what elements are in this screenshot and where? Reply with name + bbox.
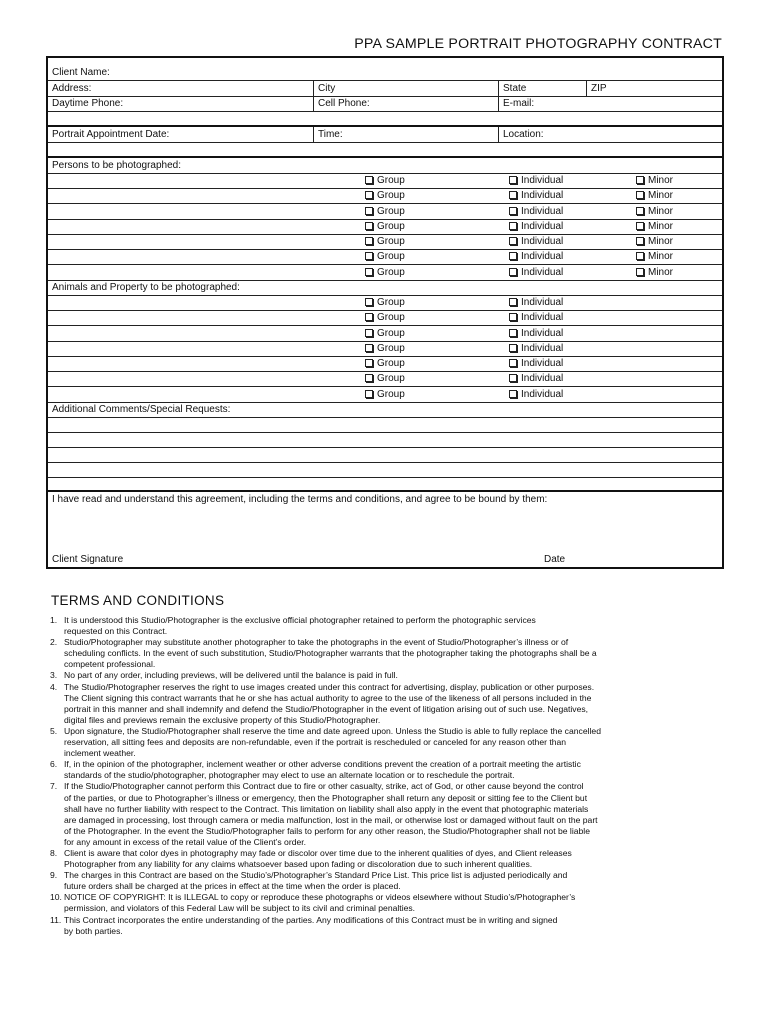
comments-heading-row (48, 402, 722, 418)
appointment-date-label[interactable]: Portrait Appointment Date: (52, 129, 170, 140)
persons-individual-checkbox[interactable] (509, 234, 563, 250)
checkbox-icon[interactable] (365, 207, 373, 215)
terms-item-number: 7. (50, 781, 58, 792)
terms-item-line: by both parties. (64, 925, 123, 936)
client-name-row[interactable] (48, 65, 722, 81)
appointment-time-label[interactable]: Time: (318, 129, 343, 140)
persons-option-row (48, 204, 722, 220)
animals-individual-checkbox[interactable] (509, 326, 563, 342)
animals-individual-checkbox-label: Individual (521, 342, 564, 354)
persons-minor-checkbox[interactable] (636, 234, 673, 250)
persons-group-checkbox-label: Group (377, 251, 405, 263)
persons-minor-checkbox-label: Minor (648, 251, 674, 263)
terms-item-line: If, in the opinion of the photographer, inclement weather or other adverse conditions prevent the creation of a portrait meeting the artistic (64, 759, 581, 770)
checkbox-icon[interactable] (365, 313, 373, 321)
persons-option-row (48, 265, 722, 281)
terms-heading: TERMS AND CONDITIONS (51, 593, 225, 608)
persons-option-row (48, 188, 722, 204)
animals-option-row (48, 371, 722, 387)
checkbox-icon[interactable] (365, 191, 373, 199)
state-label[interactable]: State (503, 83, 527, 94)
persons-minor-checkbox[interactable] (636, 265, 673, 281)
persons-minor-checkbox[interactable] (636, 204, 673, 220)
persons-group-checkbox[interactable] (365, 234, 405, 250)
checkbox-icon[interactable] (509, 191, 517, 199)
terms-item-line: Client is aware that color dyes in photography may fade or discolor over time due to the inherent qualities of dyes, and Client releases (64, 847, 572, 858)
checkbox-icon[interactable] (365, 176, 373, 184)
persons-heading: Persons to be photographed: (52, 160, 181, 171)
checkbox-icon[interactable] (636, 207, 644, 215)
terms-item-number: 6. (50, 759, 58, 770)
terms-item-line: If the Studio/Photographer cannot perform this Contract due to fire or other casualty, strike, act of God, or other cause beyond the control (64, 781, 584, 792)
appointment-row (48, 127, 722, 143)
persons-group-checkbox[interactable] (365, 204, 405, 220)
persons-group-checkbox-label: Group (377, 220, 405, 232)
animals-individual-checkbox[interactable] (509, 310, 563, 326)
animals-option-row (48, 326, 722, 342)
persons-group-checkbox-label: Group (377, 205, 405, 217)
animals-individual-checkbox[interactable] (509, 387, 563, 403)
terms-item (50, 637, 726, 670)
persons-individual-checkbox[interactable] (509, 219, 563, 235)
animals-group-checkbox[interactable] (365, 371, 405, 387)
persons-individual-checkbox-label: Individual (521, 205, 564, 217)
persons-minor-checkbox-label: Minor (648, 236, 674, 247)
animals-individual-checkbox[interactable] (509, 295, 563, 311)
terms-item-line: The Client signing this contract warrants that he or she has actual authority to agree to the use of the likeness of all persons included in the (64, 692, 592, 703)
terms-item-number: 9. (50, 870, 58, 881)
terms-item (50, 759, 726, 781)
terms-item-line: No part of any order, including previews, will be delivered until the balance is paid in full. (64, 670, 398, 681)
checkbox-icon[interactable] (636, 176, 644, 184)
terms-item-line: permission, and violators of this Federal Law will be subject to its civil and criminal penalties. (64, 903, 416, 914)
terms-item-number: 8. (50, 847, 58, 858)
persons-option-row (48, 219, 722, 235)
checkbox-icon[interactable] (636, 237, 644, 245)
terms-item-number: 1. (50, 615, 58, 625)
animals-group-checkbox-label: Group (377, 358, 405, 369)
comments-heading: Additional Comments/Special Requests: (52, 404, 231, 415)
persons-individual-checkbox-label: Individual (521, 251, 564, 263)
persons-group-checkbox-label: Group (377, 266, 405, 278)
terms-item-line: are damaged in processing, lost through camera or media malfunction, lost in the mail, or otherwise lost or damaged without fault on the part (64, 814, 598, 825)
email-label[interactable]: E-mail: (503, 98, 535, 109)
checkbox-icon[interactable] (509, 207, 517, 215)
persons-group-checkbox-label: Group (377, 175, 405, 186)
checkbox-icon[interactable] (509, 313, 517, 321)
terms-item-number: 5. (50, 725, 58, 736)
terms-item-line: The charges in this Contract are based on the Studio’s/Photographer’s Standard Price List. This price list is adjusted periodically and (64, 870, 568, 881)
checkbox-icon[interactable] (365, 329, 373, 337)
terms-list (50, 615, 726, 937)
terms-item (50, 682, 726, 726)
animals-group-checkbox[interactable] (365, 310, 405, 326)
terms-item-line: for any amount in excess of the retail value of the Client’s order. (64, 836, 307, 847)
checkbox-icon[interactable] (509, 268, 517, 276)
terms-item-line: inclement weather. (64, 748, 136, 759)
persons-individual-checkbox[interactable] (509, 188, 563, 204)
persons-minor-checkbox-label: Minor (648, 175, 674, 186)
checkbox-icon[interactable] (509, 222, 517, 230)
terms-item-number: 11. (50, 914, 62, 925)
terms-item-line: scheduling conflicts. In the event of such substitution, Studio/Photographer warrants that the photographer taking the photographs shall be a (64, 648, 597, 659)
persons-group-checkbox[interactable] (365, 249, 405, 265)
contract-form (46, 56, 724, 569)
terms-item-line: digital files and previews remain the exclusive property of this Studio/Photographer. (64, 714, 381, 725)
animals-option-row (48, 356, 722, 372)
comments-line[interactable] (48, 417, 722, 433)
terms-item-line: Photographer from any liability for any claims whatsoever based upon fading or discoloration due to such inherent qualities. (64, 859, 533, 870)
phone-row (48, 96, 722, 112)
checkbox-icon[interactable] (636, 191, 644, 199)
persons-individual-checkbox-label: Individual (521, 190, 564, 202)
animals-individual-checkbox-label: Individual (521, 358, 564, 369)
daytime-phone-label[interactable]: Daytime Phone: (52, 98, 124, 109)
terms-item-number: 4. (50, 681, 58, 692)
animals-individual-checkbox[interactable] (509, 341, 563, 357)
persons-individual-checkbox-label: Individual (521, 220, 564, 232)
animals-heading-row (48, 280, 722, 296)
checkbox-icon[interactable] (509, 176, 517, 184)
checkbox-icon[interactable] (509, 298, 517, 306)
checkbox-icon[interactable] (365, 344, 373, 352)
persons-minor-checkbox[interactable] (636, 173, 673, 189)
persons-group-checkbox[interactable] (365, 188, 405, 204)
terms-item-line: Upon signature, the Studio/Photographer shall reserve the time and date agreed upon. Unless the Studio is able to fully replace the cancelled (64, 725, 601, 736)
terms-item-line: NOTICE OF COPYRIGHT: It is ILLEGAL to copy or reproduce these photographs or videos elsewhere without Studio’s/Photographer’s (64, 892, 576, 903)
checkbox-icon[interactable] (365, 237, 373, 245)
persons-individual-checkbox-label: Individual (521, 266, 564, 278)
terms-item (50, 726, 726, 759)
client-signature-label[interactable]: Client Signature (52, 554, 124, 565)
persons-group-checkbox-label: Group (377, 236, 405, 247)
terms-item-line: of the Photographer. In the event the Studio/Photographer fails to perform for any other reason, the Studio/Photographer shall not be liable (64, 825, 590, 836)
checkbox-icon[interactable] (509, 329, 517, 337)
checkbox-icon[interactable] (365, 390, 373, 398)
persons-option-row (48, 173, 722, 189)
animals-individual-checkbox-label: Individual (521, 297, 564, 308)
terms-item-line: competent professional. (64, 659, 156, 670)
persons-minor-checkbox-label: Minor (648, 220, 674, 232)
animals-individual-checkbox-label: Individual (521, 388, 564, 400)
persons-group-checkbox[interactable] (365, 219, 405, 235)
animals-group-checkbox-label: Group (377, 327, 405, 339)
animals-group-checkbox[interactable] (365, 356, 405, 372)
animals-group-checkbox-label: Group (377, 373, 405, 385)
terms-item-line: reservation, all sitting fees and deposits are non-refundable, even if the portrait is rescheduled or canceled for any reason other than (64, 737, 567, 748)
terms-item-line: The Studio/Photographer reserves the right to use images created under this contract for advertising, display, publication or other purposes. (64, 681, 595, 692)
address-label[interactable]: Address: (52, 83, 92, 94)
checkbox-icon[interactable] (365, 252, 373, 260)
checkbox-icon[interactable] (509, 374, 517, 382)
signature-date-label[interactable]: Date (544, 554, 566, 565)
comments-line[interactable] (48, 432, 722, 448)
persons-minor-checkbox[interactable] (636, 249, 673, 265)
checkbox-icon[interactable] (365, 359, 373, 367)
persons-group-checkbox[interactable] (365, 173, 405, 189)
animals-group-checkbox-label: Group (377, 312, 405, 324)
address-row (48, 81, 722, 97)
checkbox-icon[interactable] (509, 237, 517, 245)
animals-group-checkbox[interactable] (365, 387, 405, 403)
terms-item-line: of the parties, or due to Photographer’s illness or emergency, then the Photographer shall return any deposit or sitting fee to the Client but (64, 792, 588, 803)
persons-minor-checkbox[interactable] (636, 188, 673, 204)
terms-item (50, 915, 726, 937)
animals-individual-checkbox-label: Individual (521, 373, 564, 385)
animals-option-row (48, 295, 722, 311)
terms-item-line: This Contract incorporates the entire understanding of the parties. Any modifications of this Contract must be in writing and signed (64, 914, 558, 925)
animals-option-row (48, 387, 722, 403)
cell-phone-label[interactable]: Cell Phone: (318, 98, 370, 109)
page-title: PPA SAMPLE PORTRAIT PHOTOGRAPHY CONTRACT (354, 36, 722, 52)
checkbox-icon[interactable] (636, 252, 644, 260)
comments-line[interactable] (48, 447, 722, 463)
animals-option-row (48, 341, 722, 357)
comments-line[interactable] (48, 462, 722, 478)
terms-item (50, 892, 726, 914)
terms-item (50, 848, 726, 870)
animals-individual-checkbox-label: Individual (521, 327, 564, 339)
checkbox-icon[interactable] (365, 374, 373, 382)
checkbox-icon[interactable] (509, 359, 517, 367)
persons-minor-checkbox-label: Minor (648, 205, 674, 217)
appointment-location-label[interactable]: Location: (503, 129, 544, 140)
persons-individual-checkbox-label: Individual (521, 175, 564, 186)
agreement-text: I have read and understand this agreement, including the terms and conditions, and agree to be bound by them: (52, 494, 548, 505)
persons-individual-checkbox[interactable] (509, 249, 563, 265)
city-label[interactable]: City (318, 83, 336, 94)
terms-item-line: shall have no further liability with respect to the Contract. This limitation on liability shall also apply in the event that photographic materials (64, 803, 589, 814)
terms-item (50, 670, 726, 681)
persons-heading-row (48, 158, 722, 174)
animals-group-checkbox[interactable] (365, 341, 405, 357)
animals-individual-checkbox[interactable] (509, 356, 563, 372)
animals-option-row (48, 310, 722, 326)
checkbox-icon[interactable] (636, 268, 644, 276)
terms-item-line: It is understood this Studio/Photographer is the exclusive official photographer retained to perform the photographic services (64, 615, 536, 625)
persons-minor-checkbox[interactable] (636, 219, 673, 235)
checkbox-icon[interactable] (509, 252, 517, 260)
checkbox-icon[interactable] (636, 222, 644, 230)
persons-option-row (48, 234, 722, 250)
checkbox-icon[interactable] (509, 390, 517, 398)
terms-item-number: 10. (50, 892, 62, 903)
checkbox-icon[interactable] (365, 268, 373, 276)
animals-individual-checkbox-label: Individual (521, 312, 564, 324)
animals-heading: Animals and Property to be photographed: (52, 282, 240, 293)
animals-group-checkbox-label: Group (377, 388, 405, 400)
animals-individual-checkbox[interactable] (509, 371, 563, 387)
terms-item-line: Studio/Photographer may substitute another photographer to take the photographs in the event of Studio/Photographer’s illness or of (64, 637, 569, 648)
terms-item (50, 615, 726, 637)
checkbox-icon[interactable] (365, 298, 373, 306)
persons-individual-checkbox[interactable] (509, 204, 563, 220)
terms-item-line: future orders shall be charged at the prices in effect at the time when the order is placed. (64, 881, 401, 892)
persons-minor-checkbox-label: Minor (648, 266, 674, 278)
terms-item-line: requested on this Contract. (64, 626, 168, 637)
terms-item-line: portrait in this manner and shall indemnify and defend the Studio/Photographer in the event of litigation arising out of such use. Negatives, (64, 703, 589, 714)
terms-item (50, 870, 726, 892)
checkbox-icon[interactable] (509, 344, 517, 352)
terms-item-number: 2. (50, 637, 58, 648)
animals-group-checkbox[interactable] (365, 326, 405, 342)
animals-group-checkbox[interactable] (365, 295, 405, 311)
persons-group-checkbox-label: Group (377, 190, 405, 202)
animals-group-checkbox-label: Group (377, 342, 405, 354)
persons-individual-checkbox-label: Individual (521, 236, 564, 247)
persons-group-checkbox[interactable] (365, 265, 405, 281)
terms-item-line: standards of the studio/photographer, photographer may elect to use an alternate location or to reschedule the portrait. (64, 770, 515, 781)
client-name-label: Client Name: (52, 67, 110, 78)
checkbox-icon[interactable] (365, 222, 373, 230)
zip-label[interactable]: ZIP (591, 83, 607, 94)
persons-option-row (48, 249, 722, 265)
persons-individual-checkbox[interactable] (509, 173, 563, 189)
animals-group-checkbox-label: Group (377, 297, 405, 308)
terms-item (50, 781, 726, 848)
persons-minor-checkbox-label: Minor (648, 190, 674, 202)
persons-individual-checkbox[interactable] (509, 265, 563, 281)
terms-item-number: 3. (50, 670, 58, 681)
